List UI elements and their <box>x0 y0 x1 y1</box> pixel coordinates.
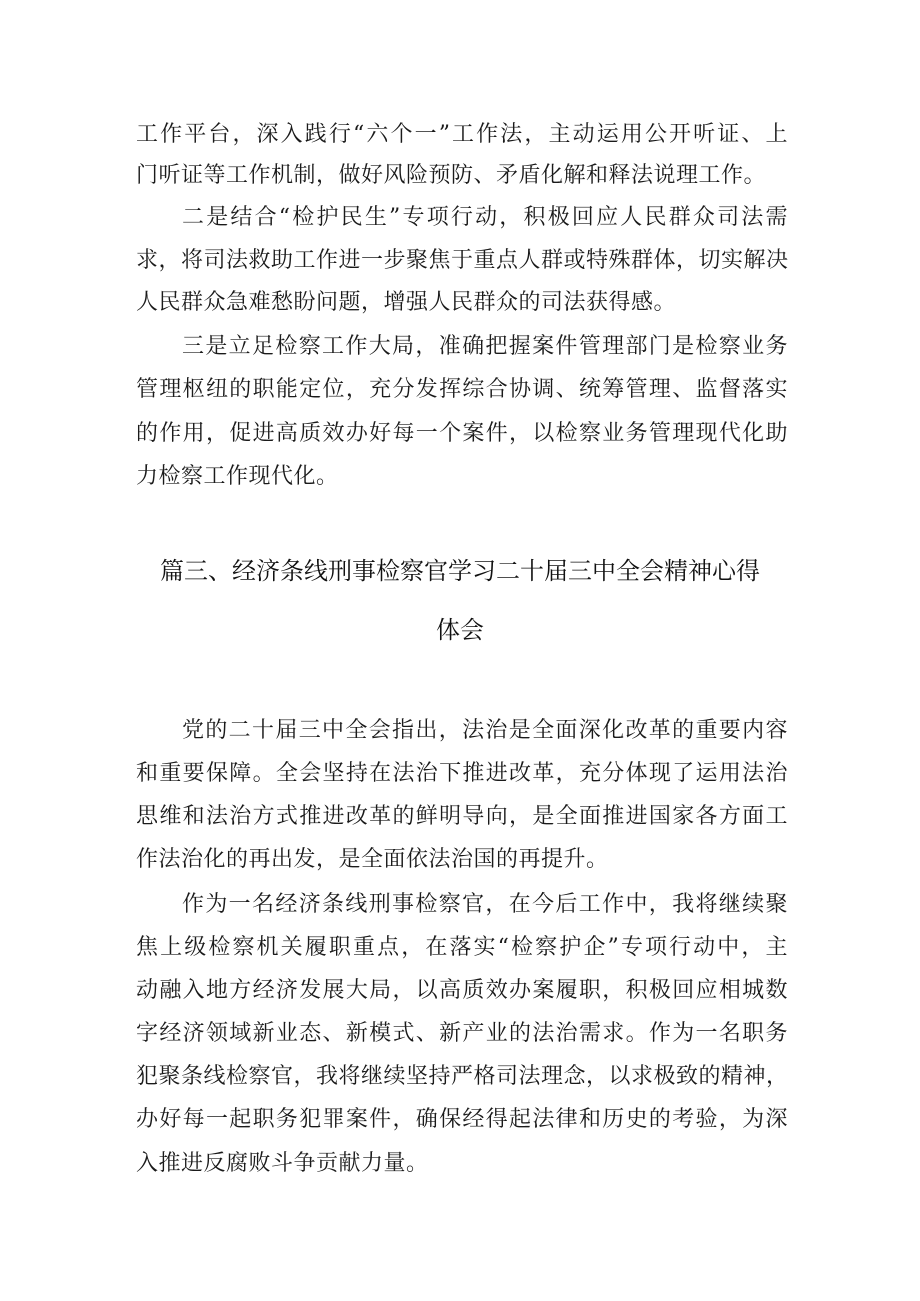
text-line: 动融入地方经济发展大局，以高质效办案履职，积极回应相城数 <box>136 978 788 1003</box>
text-line: 焦上级检察机关履职重点，在落实“检察护企”专项行动中，主 <box>136 935 788 960</box>
text-line: 二是结合“检护民生”专项行动，积极回应人民群众司法需 <box>182 205 788 230</box>
text-line: 力检察工作现代化。 <box>136 464 339 489</box>
text-line: 犯聚条线检察官，我将继续坚持严格司法理念，以求极致的精神， <box>136 1064 789 1089</box>
text-line: 办好每一起职务犯罪案件，确保经得起法律和历史的考验，为深 <box>136 1107 788 1132</box>
text-line: 人民群众急难愁盼问题，增强人民群众的司法获得感。 <box>136 290 677 315</box>
text-line: 三是立足检察工作大局，准确把握案件管理部门是检察业务 <box>182 334 788 359</box>
text-line: 管理枢纽的职能定位，充分发挥综合协调、统筹管理、监督落实 <box>136 377 788 402</box>
text-line: 门听证等工作机制，做好风险预防、矛盾化解和释法说理工作。 <box>136 163 767 188</box>
text-line: 作法治化的再出发，是全面依法治国的再提升。 <box>136 847 609 872</box>
section-heading-line-1: 篇三、经济条线刑事检察官学习二十届三中全会精神心得 <box>160 557 760 585</box>
section-heading-line-2: 体会 <box>436 616 484 644</box>
text-line: 入推进反腐败斗争贡献力量。 <box>136 1151 429 1176</box>
text-line: 和重要保障。全会坚持在法治下推进改革，充分体现了运用法治 <box>136 761 788 786</box>
text-line: 求，将司法救助工作进一步聚焦于重点人群或特殊群体，切实解决 <box>136 248 789 273</box>
text-line: 党的二十届三中全会指出，法治是全面深化改革的重要内容 <box>182 718 788 743</box>
text-line: 作为一名经济条线刑事检察官，在今后工作中，我将继续聚 <box>182 892 788 917</box>
text-line: 的作用，促进高质效办好每一个案件，以检察业务管理现代化助 <box>136 421 788 446</box>
text-line: 工作平台，深入践行“六个一”工作法，主动运用公开听证、上 <box>136 122 788 147</box>
text-line: 思维和法治方式推进改革的鲜明导向，是全面推进国家各方面工 <box>136 804 788 829</box>
text-line: 字经济领域新业态、新模式、新产业的法治需求。作为一名职务 <box>136 1021 788 1046</box>
